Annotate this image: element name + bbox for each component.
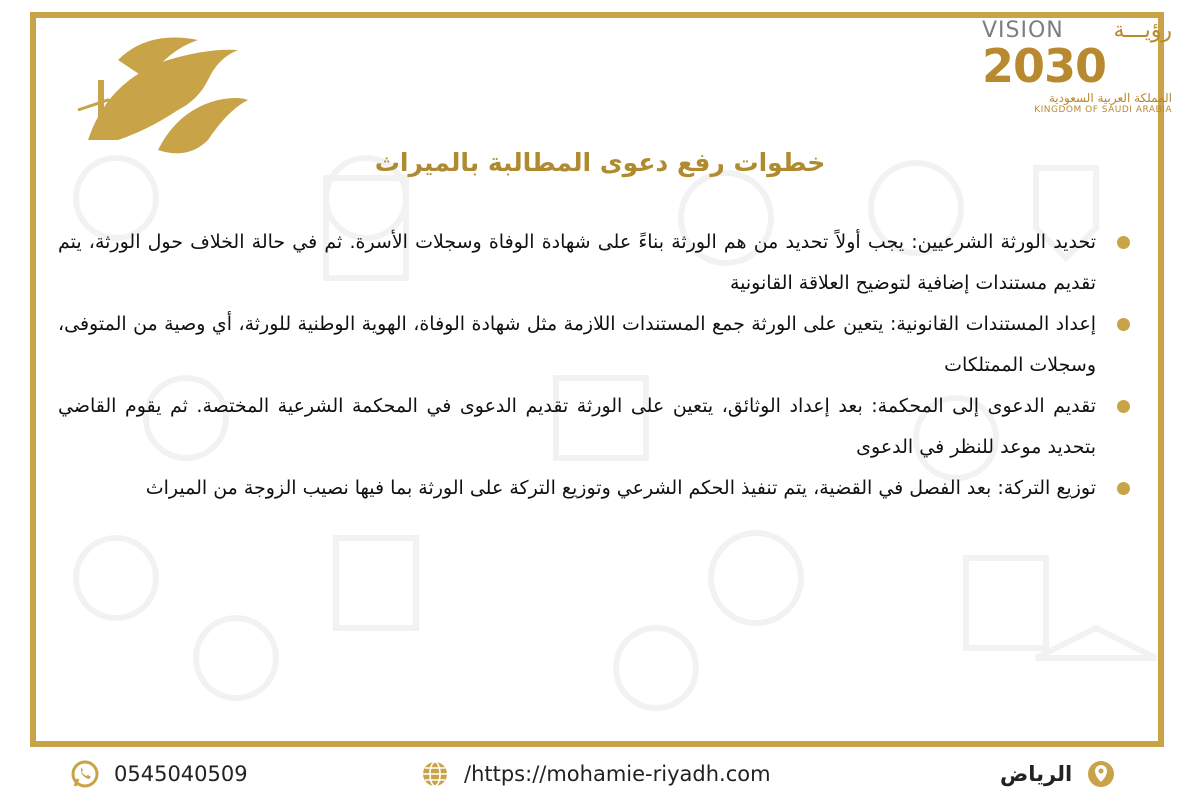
list-item	[58, 468, 1142, 509]
list-item	[58, 386, 1142, 468]
step-text: تقديم الدعوى إلى المحكمة: بعد إعداد الوثائق، يتعين على الورثة تقديم الدعوى في المحكمة الشرعية المختصة. ثم يقوم القاضي بتحديد موعد للنظر في الدعوى	[58, 395, 1096, 458]
ruya-label: رؤيـــة	[1113, 18, 1172, 43]
phone-number: 0545040509	[114, 762, 248, 786]
website-url: /https://mohamie-riyadh.com	[464, 762, 771, 786]
footer-location	[1000, 759, 1116, 789]
steps-list	[58, 222, 1142, 509]
footer-website[interactable]	[420, 759, 771, 789]
list-item	[58, 222, 1142, 304]
step-text: إعداد المستندات القانونية: يتعين على الورثة جمع المستندات اللازمة مثل شهادة الوفاة، الهوية الوطنية للورثة، أي وصية من المتوفى، وسجلات الممتلكات	[58, 313, 1096, 376]
bullet-icon	[1117, 482, 1130, 495]
location-pin-icon	[1086, 759, 1116, 789]
step-text: توزيع التركة: بعد الفصل في القضية، يتم تنفيذ الحكم الشرعي وتوزيع التركة على الورثة بما فيها نصيب الزوجة من الميراث	[145, 477, 1096, 499]
bullet-icon	[1117, 318, 1130, 331]
location-text: الرياض	[1000, 762, 1073, 786]
list-item	[58, 304, 1142, 386]
vision-year: 2030	[982, 39, 1107, 93]
kingdom-arabic: المملكة العربية السعودية	[1048, 91, 1172, 105]
bullet-icon	[1117, 400, 1130, 413]
globe-icon	[420, 759, 450, 789]
footer	[0, 755, 1200, 800]
footer-phone[interactable]	[70, 759, 248, 789]
vision-2030-logo	[982, 18, 1172, 128]
page-title: خطوات رفع دعوى المطالبة بالميراث	[374, 148, 826, 177]
whatsapp-icon	[70, 759, 100, 789]
step-text: تحديد الورثة الشرعيين: يجب أولاً تحديد من هم الورثة بناءً على شهادة الوفاة وسجلات الأسرة. ثم في حالة الخلاف حول الورثة، يتم تقديم مستندات إضافية لتوضيح العلاقة القانونية	[58, 231, 1096, 294]
kingdom-english: KINGDOM OF SAUDI ARABIA	[1034, 105, 1172, 115]
bullet-icon	[1117, 236, 1130, 249]
vision-label: VISION	[982, 18, 1064, 43]
